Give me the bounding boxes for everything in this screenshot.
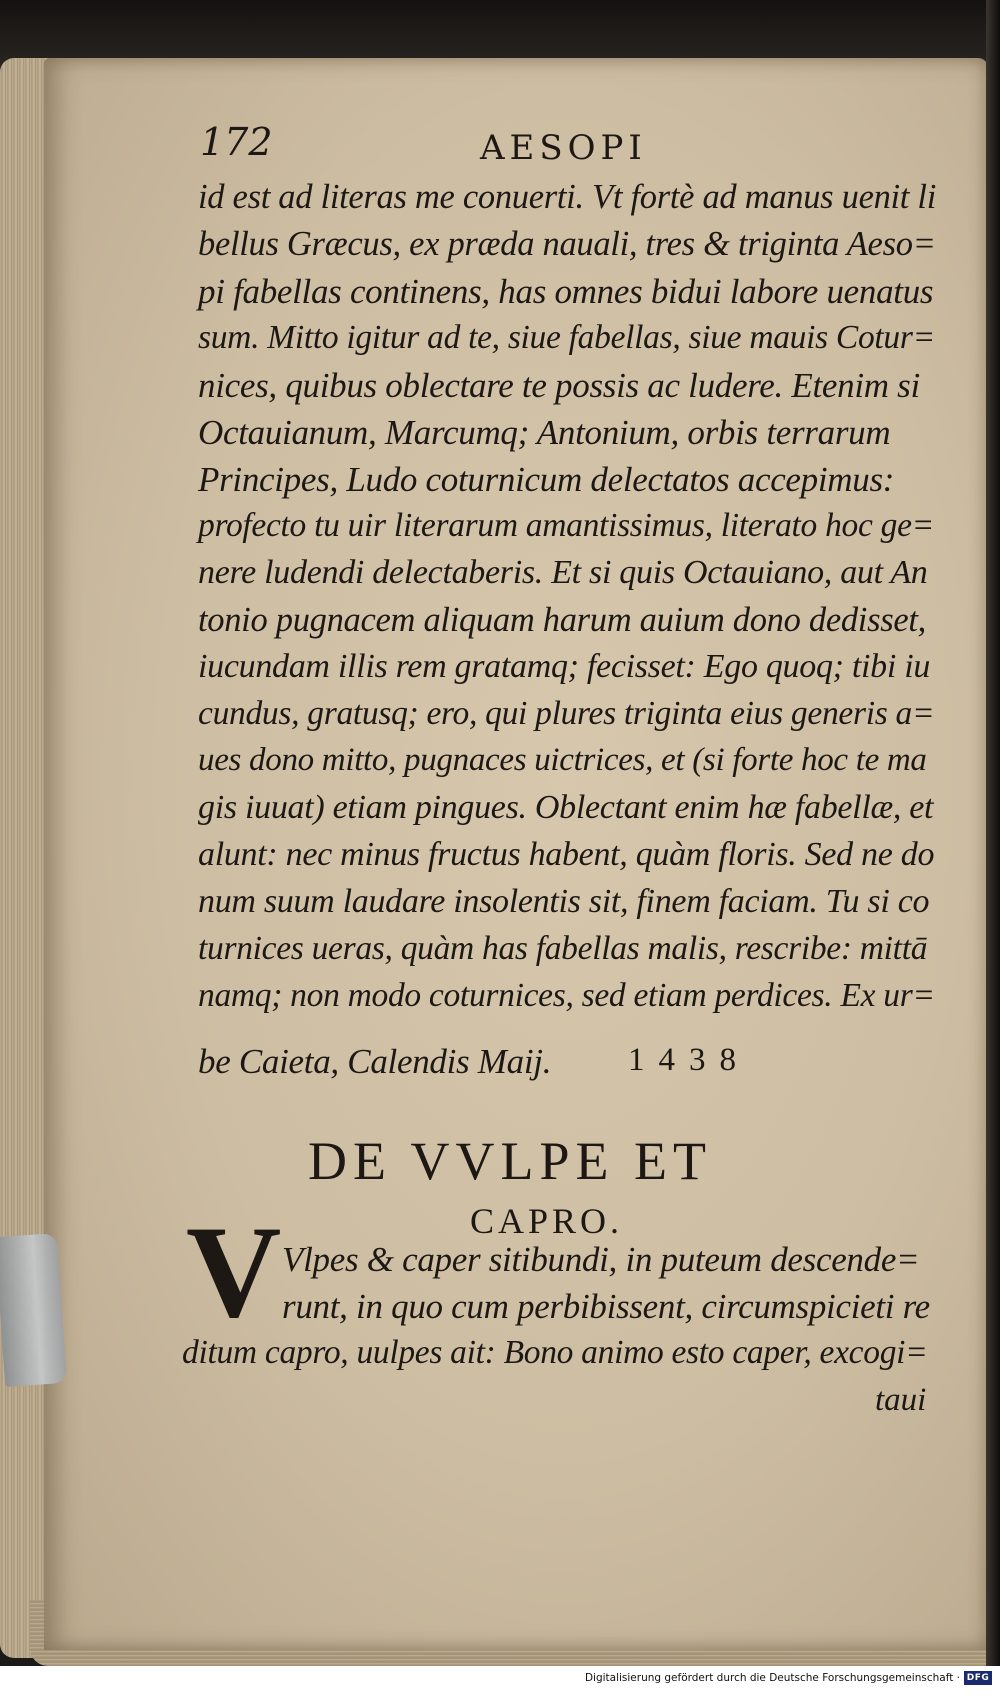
fable-title: DE VVLPE ET [308,1131,712,1191]
preface-line: ues dono mitto, pugnaces uictrices, et (si forte hoc te ma [198,742,927,778]
bookmark-tab [0,1233,67,1387]
preface-line: profecto tu uir literarum amantissimus, literato hoc ge= [198,507,934,544]
preface-line: be Caieta, Calendis Maij. [198,1042,552,1081]
catchword: taui [875,1382,927,1418]
page-number: 172 [200,120,273,164]
preface-line: Principes, Ludo coturnicum delectatos accepimus: [198,460,895,499]
preface-line: sum. Mitto igitur ad te, siue fabellas, siue mauis Cotur= [198,319,935,356]
preface-line: turnices ueras, quàm has fabellas malis, rescribe: mittā [198,930,928,967]
fable-line: Vlpes & caper sitibundi, in puteum descende= [282,1240,920,1279]
preface-line: pi fabellas continens, has omnes bidui labore uenatus [198,272,934,311]
drop-cap-initial: V [186,1198,282,1345]
preface-line: nere ludendi delectaberis. Et si quis Octauiano, aut An [198,554,928,591]
preface-line: nices, quibus oblectare te possis ac ludere. Etenim si [198,366,920,405]
preface-line: cundus, gratusq; ero, qui plures triginta eius generis a= [198,695,935,732]
preface-line: id est ad literas me conuerti. Vt fortè ad manus uenit li [198,178,936,216]
preface-line: num suum laudare insolentis sit, finem faciam. Tu si co [198,883,930,920]
fable-subtitle: CAPRO. [470,1201,624,1241]
preface-line: tonio pugnacem aliquam harum auium dono dedisset, [198,601,926,639]
preface-line: gis iuuat) etiam pingues. Oblectant enim hæ fabellæ, et [198,789,934,826]
preface-line: Octauianum, Marcumq; Antonium, orbis terrarum [198,413,891,452]
preface-line: iucundam illis rem gratamq; fecisset: Ego quoq; tibi iu [198,648,931,685]
preface-line: alunt: nec minus fructus habent, quàm floris. Sed ne do [198,836,935,873]
preface-line: namq; non modo coturnices, sed etiam perdices. Ex ur= [198,977,935,1014]
fable-line: ditum capro, uulpes ait: Bono animo esto caper, excogi= [182,1334,928,1371]
scan-background-right [986,0,1000,1694]
footer-credit: Digitalisierung gefördert durch die Deutsche Forschungsgemeinschaft · [584,1672,960,1684]
fable-line: runt, in quo cum perbibissent, circumspicieti re [282,1287,930,1326]
running-title: AESOPI [480,128,647,168]
preface-line: bellus Græcus, ex præda nauali, tres & triginta Aeso= [198,225,936,263]
preface-year: 1438 [628,1042,750,1078]
dfg-logo: DFG [964,1671,992,1685]
